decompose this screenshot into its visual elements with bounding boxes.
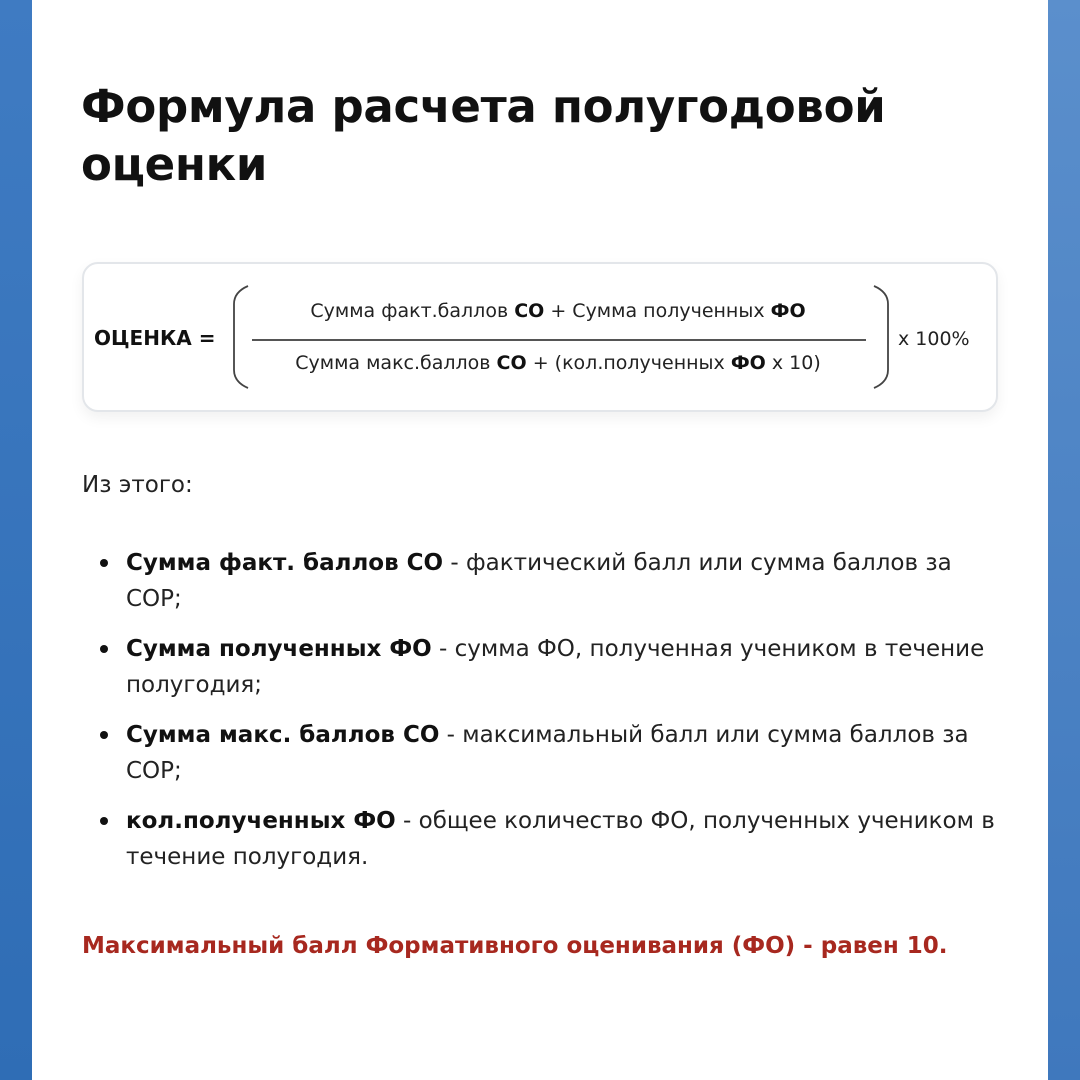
- fraction-line: [252, 339, 866, 341]
- numerator-text-2: + Сумма полученных: [544, 300, 771, 322]
- bullet-icon: [100, 645, 108, 653]
- definition-desc: - фактический балл или сумма баллов за СОР;: [126, 550, 952, 612]
- bullet-icon: [100, 559, 108, 567]
- bullet-icon: [100, 817, 108, 825]
- numerator-bold-2: ФО: [770, 300, 806, 322]
- list-item: [82, 545, 1002, 617]
- definition-desc: - максимальный балл или сумма баллов за СОР;: [126, 722, 969, 784]
- left-paren-icon: [230, 284, 250, 390]
- content-page: [32, 0, 1048, 1080]
- list-item: [82, 717, 1002, 789]
- definition-desc: - общее количество ФО, полученных учеником в течение полугодия.: [126, 808, 995, 870]
- numerator-bold-1: СО: [514, 300, 545, 322]
- definition-term: Сумма факт. баллов СО: [126, 550, 444, 576]
- bullet-icon: [100, 731, 108, 739]
- formula-denominator: [254, 352, 862, 374]
- left-blue-border: [0, 0, 32, 1080]
- definition-desc: - сумма ФО, полученная учеником в течение полугодия;: [126, 636, 985, 698]
- numerator-text-1: Сумма факт.баллов: [310, 300, 515, 322]
- formula-numerator: [254, 300, 862, 322]
- denominator-text-3: x 10): [765, 352, 821, 374]
- max-score-note: Максимальный балл Формативного оценивания (ФО) - равен 10.: [82, 933, 948, 959]
- denominator-text-2: + (кол.полученных: [526, 352, 731, 374]
- list-item: [82, 631, 1002, 703]
- denominator-text-1: Сумма макс.баллов: [295, 352, 497, 374]
- formula-label: ОЦЕНКА =: [94, 326, 216, 350]
- page-title: Формула расчета полугодовой оценки: [81, 80, 886, 191]
- definitions-list: [82, 545, 1002, 889]
- denominator-bold-2: ФО: [730, 352, 766, 374]
- denominator-bold-1: СО: [496, 352, 527, 374]
- list-item: [82, 803, 1002, 875]
- definition-term: Сумма полученных ФО: [126, 636, 432, 662]
- formula-card: [82, 262, 998, 412]
- formula-multiplier: x 100%: [898, 328, 970, 350]
- right-paren-icon: [872, 284, 892, 390]
- right-blue-border: [1048, 0, 1080, 1080]
- intro-text: Из этого:: [82, 472, 193, 498]
- definition-term: Сумма макс. баллов СО: [126, 722, 440, 748]
- definition-term: кол.полученных ФО: [126, 808, 396, 834]
